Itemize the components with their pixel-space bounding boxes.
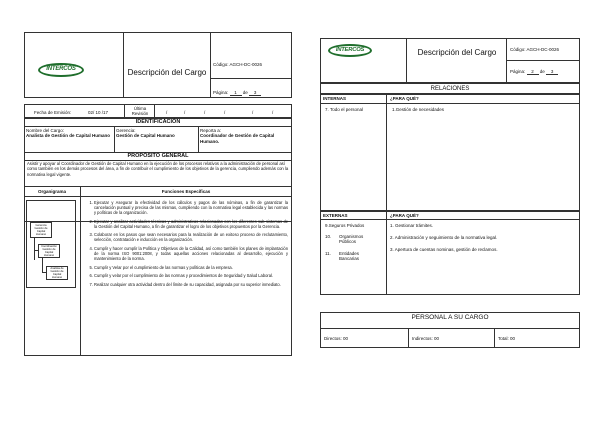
relaciones-header: RELACIONES	[320, 83, 580, 94]
emission-value: 02/ 10 /17	[88, 110, 109, 115]
revision-divider	[154, 104, 155, 118]
personal-divider	[320, 328, 580, 329]
revision-label: Última Revisión	[131, 106, 149, 117]
internas-what-text: Gestión de necesidades	[395, 107, 445, 112]
page-sep: de	[242, 90, 248, 95]
internas-who	[325, 107, 363, 112]
header-divider-2a	[406, 38, 407, 83]
organigrama-header: Organigrama	[37, 189, 66, 194]
personal-header: PERSONAL A SU CARGO	[411, 314, 489, 321]
page-number-2: 2	[527, 69, 539, 75]
externas-who: Entidades Bancarias	[339, 251, 360, 262]
externas-what-2: 2. Administración y seguimiento de la normativa legal.	[390, 235, 498, 240]
personal-col-divider-2	[494, 328, 495, 348]
page-total-2: 3	[546, 69, 558, 75]
funcion-item: 4. Cumplir y hacer cumplir la Política y Objetivos de la Calidad, así como también los planes de implantación de la norma ISO 9001:2008, y todas aquellas acciones relacionadas al desarrollo, ejecución y mantenimiento de la norma.	[94, 246, 288, 261]
revision-slash-4: /	[224, 110, 226, 115]
reporta-field	[200, 128, 288, 144]
logo-text-2: INTERCOS	[335, 47, 365, 54]
internas-para-que: ¿PARA QUÉ?	[390, 96, 419, 101]
page-total: 3	[249, 90, 261, 96]
organigrama-divider	[80, 186, 81, 356]
revision-slash-1: /	[166, 110, 168, 115]
funciones-header: Funciones Específicas	[161, 189, 211, 194]
logo-text: INTERCOS	[46, 66, 76, 73]
internas-header-divider	[320, 103, 580, 104]
emission-label: Fecha de Emisión:	[34, 110, 72, 115]
org-box-analista: Analista de Gestión de Capital Humano	[46, 266, 68, 280]
internas-label: INTERNAS	[323, 96, 347, 101]
externas-item	[325, 223, 364, 228]
internas-what	[392, 107, 444, 112]
gerencia-field	[116, 128, 196, 139]
externas-what-1: 1. Gestionar trámites.	[390, 223, 434, 228]
reporta-value: Coordinador de Gestión de Capital Humano.	[200, 133, 275, 144]
company-logo	[38, 63, 84, 77]
org-connector-1	[34, 238, 35, 260]
funcion-item: 3. Colaborar en los pasos que sean necesarios para la realización de un exitoso proceso de reclutamiento, selección, contratación e inducción en la organización.	[94, 232, 288, 242]
code-label-2: Código: AGCH-DC-0026	[510, 47, 560, 52]
org-box-coordinacion: Coordinación Gestión de Capital Humano	[38, 244, 60, 258]
externas-who: Organismos Públicos	[339, 234, 364, 245]
proposito-header: PROPÓSITO GENERAL	[127, 153, 189, 159]
page-label-2: Página:	[510, 69, 526, 74]
document-page-1	[24, 32, 292, 356]
company-logo-2	[328, 44, 372, 57]
personal-col-divider-1	[408, 328, 409, 348]
externas-num: 9.	[325, 223, 329, 228]
code-divider-2	[506, 60, 580, 61]
total-label: Total: 00	[498, 336, 516, 341]
document-title: Descripción del Cargo	[127, 68, 207, 77]
internas-who-text: Todo el personal	[329, 107, 363, 112]
page-label: Página:	[213, 90, 229, 95]
id-divider	[24, 126, 292, 127]
internas-what-num: 1.	[392, 107, 396, 112]
page-counter-2	[510, 69, 558, 75]
funcion-item: 1. Ejecutar y Asegurar la efectividad de los cálculos y pagos de las nóminas, a fin de garantizar la cancelación puntual y precisa de las mismas, cumpliendo con la normativa legal establecida y las normas y políticas de la organización.	[94, 200, 288, 215]
externas-label: EXTERNAS	[323, 213, 348, 218]
externas-what-3: 3. Apertura de cuentas nominas, gestión de reclamos.	[390, 247, 498, 252]
internas-col-divider	[386, 94, 387, 211]
revision-slash-6: /	[272, 110, 274, 115]
funcion-item: 2. Ejecutar y analizar actividades técnicas y administrativas relacionadas con los diferentes sub-sistemas de la Gestión del Capital Humano, a fin de garantizar el logro de los objetivos propuestos por la Gerencia.	[94, 219, 288, 229]
proposito-text: Asistir y apoyar al Coordinador de Gestión de Capital Humano en la ejecución de los procesos relativos a la administración de personal así como también en los demás procesos del área, a fin de contribuir el cumplimiento de los objetivos de la gerencia, cumpliendo además con la normativa legal vigente.	[27, 161, 289, 177]
nombre-label: Nombre del Cargo:	[26, 128, 65, 133]
document-page-2	[320, 38, 580, 354]
externas-item	[325, 234, 369, 245]
externas-item	[325, 251, 369, 262]
funciones-divider	[24, 186, 292, 187]
code-divider	[210, 78, 292, 79]
internas-who-num: 7.	[325, 107, 329, 112]
externas-who: Seguros Privados	[328, 223, 365, 228]
directos-label: Directos: 00	[324, 336, 349, 341]
code-label: Código: AGCH-DC-0026	[213, 62, 263, 67]
page-counter	[213, 90, 261, 96]
document-title-2: Descripción del Cargo	[417, 48, 497, 57]
reporta-label: Reporta a:	[200, 128, 222, 133]
externas-para-que: ¿PARA QUÉ?	[390, 213, 419, 218]
funcion-item: 7. Realizar cualquier otra actividad dentro del límite de su capacidad, asignada por su superior inmediato.	[94, 282, 288, 287]
emission-divider	[124, 104, 125, 118]
funcion-item: 6. Cumplir y velar por el cumplimiento de las normas y procedimientos de Seguridad y Salud Laboral.	[94, 273, 288, 278]
funciones-list	[84, 200, 288, 290]
org-box-gerencia: Gerencia Gestión de Capital Humano	[30, 222, 52, 238]
externas-header-divider	[320, 219, 580, 220]
gerencia-value: Gestión de Capital Humano	[116, 133, 175, 139]
page-number: 1	[230, 90, 242, 96]
nombre-field	[26, 128, 112, 139]
page-sep-2: de	[539, 69, 545, 74]
revision-slash-2: /	[184, 110, 186, 115]
revision-slash-5: /	[252, 110, 254, 115]
externas-col-divider	[386, 211, 387, 295]
revision-slash-3: /	[204, 110, 206, 115]
externas-num: 11.	[325, 251, 331, 256]
id-col-divider-2	[198, 126, 199, 152]
funcion-item: 5. Cumplir y Velar por el cumplimiento de las normas y políticas de la empresa.	[94, 265, 288, 270]
org-connector-3	[42, 258, 43, 272]
id-col-divider-1	[114, 126, 115, 152]
identification-header: IDENTIFICACIÓN	[135, 119, 181, 125]
nombre-value: Analista de Gestión de Capital Humano	[26, 133, 111, 139]
indirectos-label: Indirectos: 00	[412, 336, 440, 341]
externas-num: 10.	[325, 234, 332, 239]
gerencia-label: Gerencia:	[116, 128, 136, 133]
